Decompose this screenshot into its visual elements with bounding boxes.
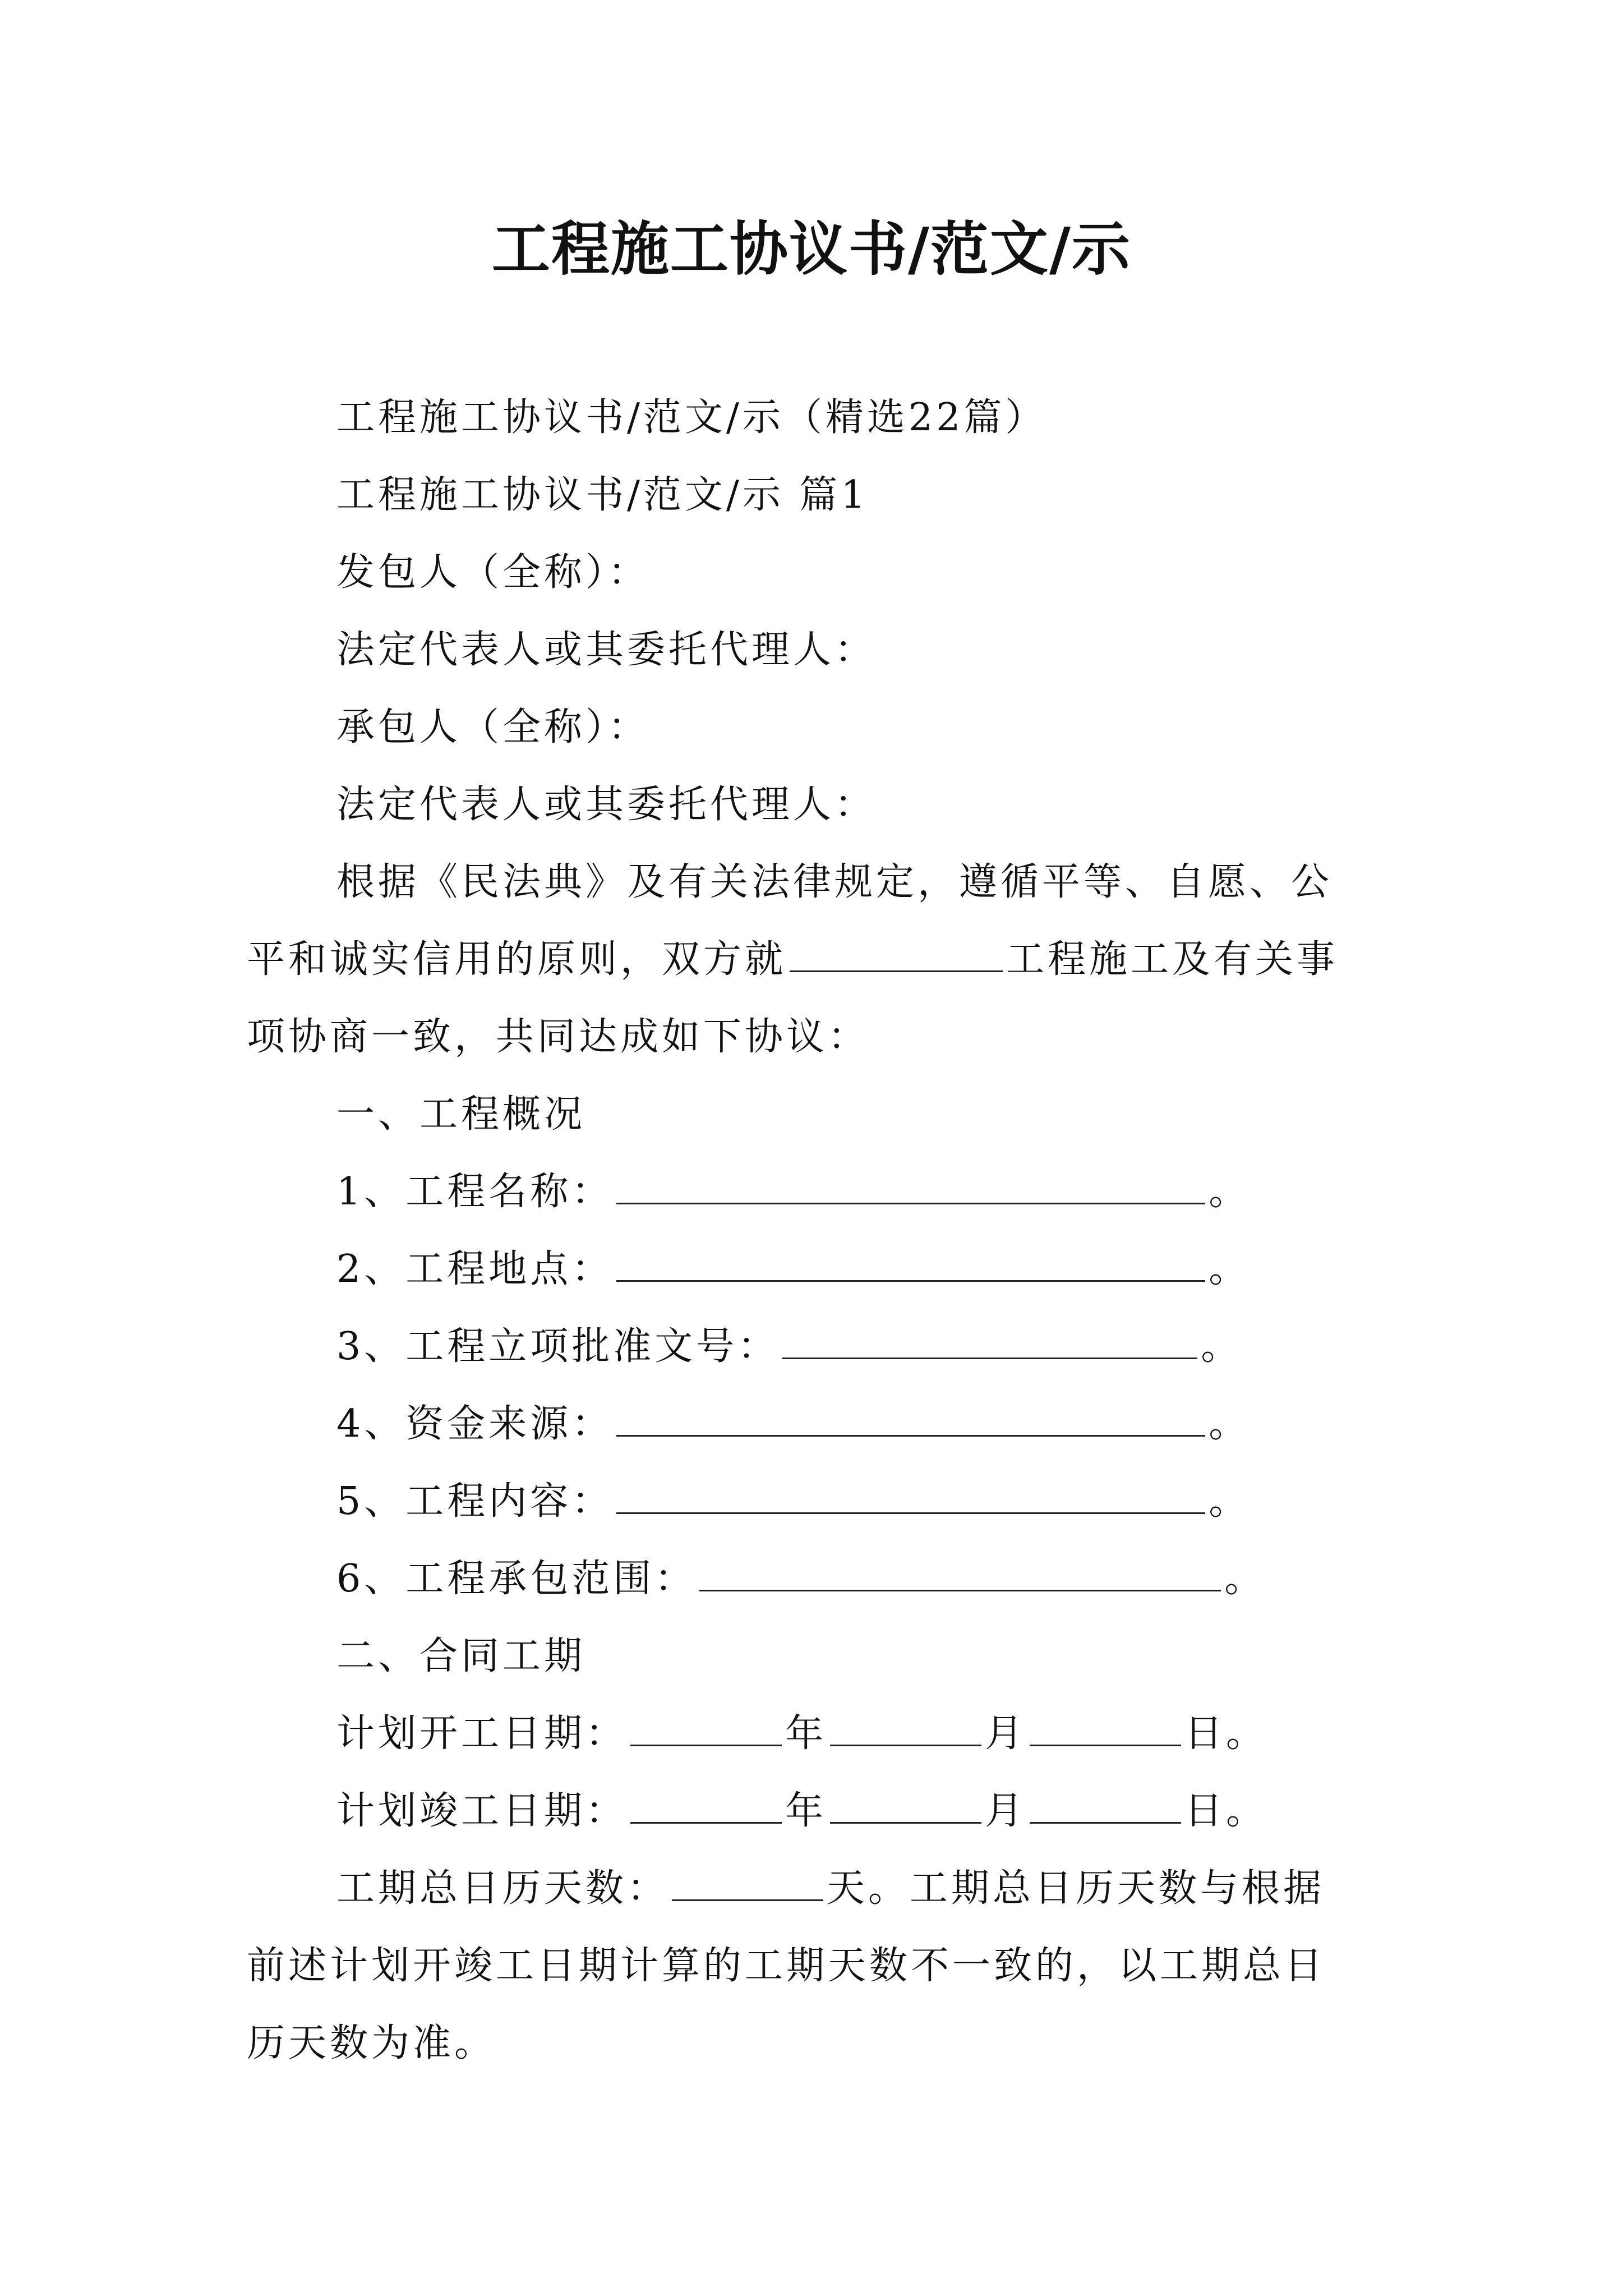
overview-item [336,1471,1250,1525]
fill-blank [616,1479,1205,1514]
overview-item [336,1393,1250,1448]
overview-item [336,1316,1242,1370]
preamble-line-3: 项协商一致，共同达成如下协议： [247,1015,870,1059]
item-end: 。 [1209,1402,1251,1446]
preamble-line-2-start: 平和诚实信用的原则，双方就 [247,937,787,982]
article-heading: 工程施工协议书/范文/示 篇1 [336,473,869,517]
fill-blank [699,1556,1221,1591]
days-blank [672,1866,823,1901]
total-days-line-3: 历天数为准。 [247,2021,496,2065]
year-blank [630,1711,782,1746]
fill-blank [616,1169,1205,1204]
year-blank [630,1788,782,1824]
fill-blank [616,1401,1205,1437]
collection-line: 工程施工协议书/范文/示（精选22篇） [336,395,1047,440]
employer-rep-line: 法定代表人或其委托代理人： [336,628,877,672]
overview-item [336,1239,1250,1293]
preamble-line-2 [247,929,1338,983]
month-blank [830,1788,981,1824]
contractor-rep-line: 法定代表人或其委托代理人： [336,783,877,827]
item-label: 4、资金来源： [336,1402,614,1446]
item-label: 5、工程内容： [336,1479,614,1524]
fill-blank [616,1246,1205,1282]
item-end: 。 [1209,1479,1251,1524]
overview-item [336,1161,1250,1216]
item-end: 。 [1209,1247,1251,1291]
start-label: 计划开工日期： [336,1711,628,1756]
year-unit: 年 [785,1711,827,1756]
total-days-label: 工期总日历天数： [336,1866,669,1911]
month-blank [830,1711,981,1746]
preamble-line-2-end: 工程施工及有关事 [1006,937,1339,982]
section1-heading: 一、工程概况 [336,1092,586,1137]
item-end: 。 [1224,1557,1266,1601]
total-days-text: 天。工期总日历天数与根据 [827,1866,1325,1911]
preamble-line-1: 根据《民法典》及有关法律规定，遵循平等、自愿、公 [336,860,1333,904]
year-unit: 年 [785,1789,827,1833]
project-name-blank [790,937,1003,972]
month-unit: 月 [985,1789,1027,1833]
day-blank [1030,1788,1181,1824]
month-unit: 月 [985,1711,1027,1756]
section2-heading: 二、合同工期 [336,1634,586,1678]
finish-label: 计划竣工日期： [336,1789,628,1833]
item-label: 2、工程地点： [336,1247,614,1291]
item-label: 1、工程名称： [336,1170,614,1214]
fill-blank [782,1324,1197,1359]
document-title: 工程施工协议书/范文/示 [492,214,1131,283]
total-days-line-2: 前述计划开竣工日期计算的工期天数不一致的，以工期总日 [247,1944,1326,1988]
contractor-line: 承包人（全称）： [336,705,650,749]
day-unit: 日。 [1184,1789,1268,1833]
item-label: 6、工程承包范围： [336,1557,697,1601]
item-end: 。 [1209,1170,1251,1214]
planned-start-line [336,1703,1267,1757]
day-unit: 日。 [1184,1711,1268,1756]
planned-finish-line [336,1780,1267,1835]
day-blank [1030,1711,1181,1746]
overview-item [336,1548,1266,1603]
item-label: 3、工程立项批准文号： [336,1324,780,1369]
employer-line: 发包人（全称）： [336,550,650,595]
total-days-line-1 [336,1858,1325,1912]
item-end: 。 [1201,1324,1243,1369]
